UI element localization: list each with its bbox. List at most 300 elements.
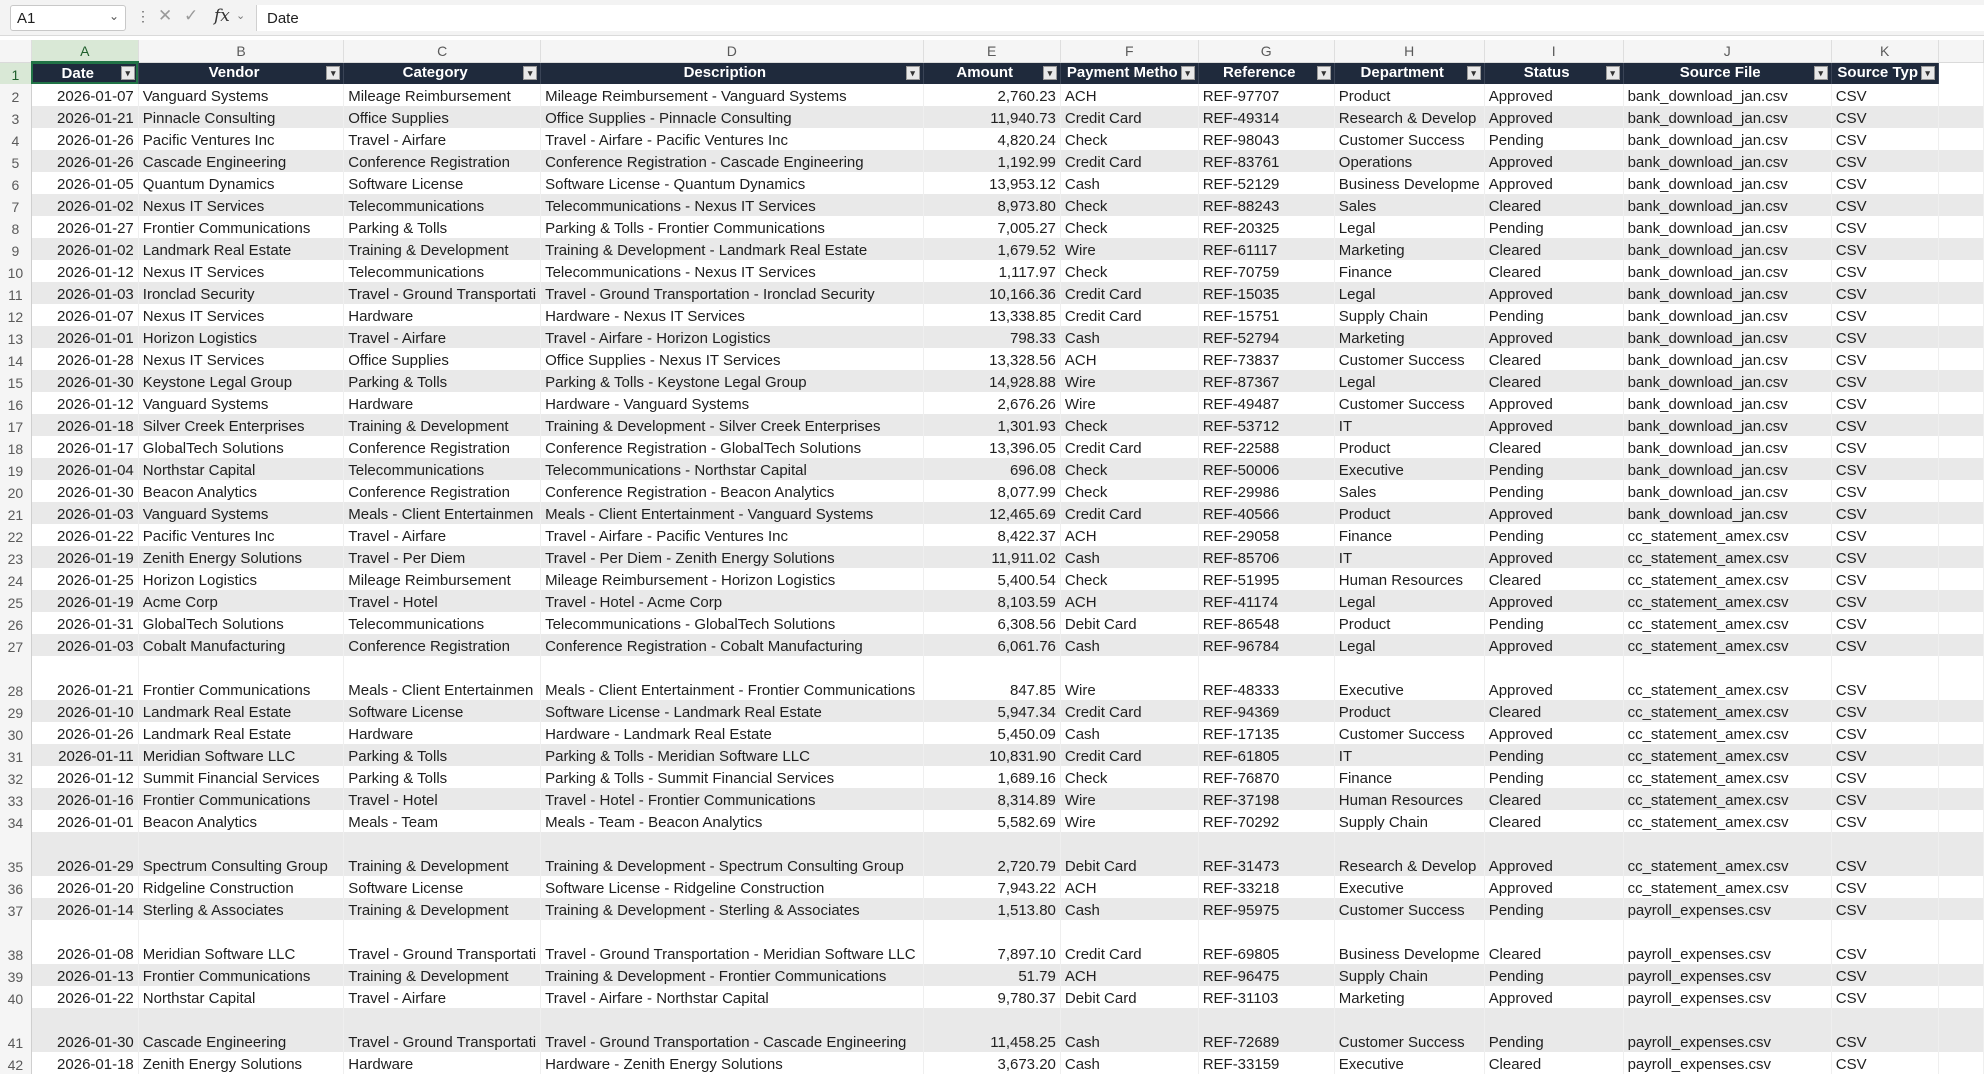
table-cell[interactable]: 8,973.80	[923, 194, 1060, 216]
row-number[interactable]: 16	[0, 392, 31, 414]
table-cell[interactable]: Meridian Software LLC	[138, 744, 343, 766]
table-cell[interactable]: Travel - Airfare	[344, 128, 541, 150]
table-cell[interactable]: 8,077.99	[923, 480, 1060, 502]
table-cell[interactable]: 5,400.54	[923, 568, 1060, 590]
table-cell[interactable]: Cleared	[1484, 436, 1623, 458]
column-header-j[interactable]: J	[1623, 40, 1831, 62]
table-cell[interactable]: payroll_expenses.csv	[1623, 964, 1831, 986]
empty-cell[interactable]	[1938, 348, 1983, 370]
table-cell[interactable]: Nexus IT Services	[138, 348, 343, 370]
table-cell[interactable]: 2,676.26	[923, 392, 1060, 414]
table-cell[interactable]: Travel - Airfare - Northstar Capital	[541, 986, 923, 1008]
table-cell[interactable]: Debit Card	[1060, 612, 1198, 634]
table-cell[interactable]: 2026-01-17	[31, 436, 138, 458]
table-cell[interactable]: Hardware - Nexus IT Services	[541, 304, 923, 326]
table-cell[interactable]: cc_statement_amex.csv	[1623, 722, 1831, 744]
table-cell[interactable]: Hardware	[344, 1052, 541, 1074]
table-cell[interactable]: bank_download_jan.csv	[1623, 370, 1831, 392]
table-cell[interactable]: Credit Card	[1060, 282, 1198, 304]
row-number[interactable]: 14	[0, 348, 31, 370]
table-cell[interactable]: Telecommunications - Nexus IT Services	[541, 194, 923, 216]
table-cell[interactable]: Nexus IT Services	[138, 304, 343, 326]
table-cell[interactable]: Landmark Real Estate	[138, 238, 343, 260]
table-cell[interactable]: Debit Card	[1060, 986, 1198, 1008]
table-cell[interactable]: 2026-01-12	[31, 766, 138, 788]
row-number[interactable]: 34	[0, 810, 31, 832]
table-cell[interactable]: Legal	[1334, 634, 1484, 656]
table-cell[interactable]: CSV	[1831, 194, 1938, 216]
header-cell[interactable]	[344, 62, 541, 84]
table-cell[interactable]: Software License - Landmark Real Estate	[541, 700, 923, 722]
table-cell[interactable]: REF-29058	[1198, 524, 1334, 546]
table-cell[interactable]: Pending	[1484, 612, 1623, 634]
table-cell[interactable]: Travel - Hotel	[344, 590, 541, 612]
empty-cell[interactable]	[1938, 920, 1983, 964]
table-cell[interactable]: Credit Card	[1060, 700, 1198, 722]
table-cell[interactable]: cc_statement_amex.csv	[1623, 634, 1831, 656]
table-cell[interactable]: cc_statement_amex.csv	[1623, 700, 1831, 722]
table-cell[interactable]: 2026-01-07	[31, 84, 138, 106]
table-cell[interactable]: ACH	[1060, 590, 1198, 612]
table-cell[interactable]: Credit Card	[1060, 920, 1198, 964]
table-cell[interactable]: REF-15035	[1198, 282, 1334, 304]
table-cell[interactable]: bank_download_jan.csv	[1623, 128, 1831, 150]
table-cell[interactable]: 2026-01-01	[31, 810, 138, 832]
table-cell[interactable]: Training & Development	[344, 414, 541, 436]
table-cell[interactable]: bank_download_jan.csv	[1623, 260, 1831, 282]
row-number[interactable]: 6	[0, 172, 31, 194]
table-cell[interactable]: 2026-01-12	[31, 260, 138, 282]
table-cell[interactable]: Software License - Quantum Dynamics	[541, 172, 923, 194]
row-number[interactable]: 27	[0, 634, 31, 656]
table-cell[interactable]: Software License	[344, 700, 541, 722]
table-cell[interactable]: 2026-01-30	[31, 480, 138, 502]
table-cell[interactable]: Software License - Ridgeline Construction	[541, 876, 923, 898]
table-cell[interactable]: Travel - Airfare	[344, 986, 541, 1008]
table-cell[interactable]: payroll_expenses.csv	[1623, 898, 1831, 920]
table-cell[interactable]: Travel - Airfare	[344, 326, 541, 348]
table-cell[interactable]: Keystone Legal Group	[138, 370, 343, 392]
column-header-d[interactable]: D	[541, 40, 923, 62]
table-cell[interactable]: REF-33218	[1198, 876, 1334, 898]
table-cell[interactable]: CSV	[1831, 480, 1938, 502]
table-cell[interactable]: 10,166.36	[923, 282, 1060, 304]
filter-dropdown-icon[interactable]: ▾	[1606, 66, 1620, 80]
table-cell[interactable]: REF-52794	[1198, 326, 1334, 348]
table-cell[interactable]: Pending	[1484, 304, 1623, 326]
row-number[interactable]: 9	[0, 238, 31, 260]
table-cell[interactable]: payroll_expenses.csv	[1623, 920, 1831, 964]
table-cell[interactable]: Training & Development - Silver Creek Enterprises	[541, 414, 923, 436]
table-cell[interactable]: REF-52129	[1198, 172, 1334, 194]
table-cell[interactable]: Wire	[1060, 656, 1198, 700]
table-cell[interactable]: Silver Creek Enterprises	[138, 414, 343, 436]
row-number[interactable]: 22	[0, 524, 31, 546]
table-cell[interactable]: 2026-01-27	[31, 216, 138, 238]
table-cell[interactable]: 6,061.76	[923, 634, 1060, 656]
table-cell[interactable]: 2026-01-10	[31, 700, 138, 722]
table-cell[interactable]: Travel - Ground Transportation - Meridian Software LLC	[541, 920, 923, 964]
table-cell[interactable]: Cash	[1060, 1008, 1198, 1052]
header-cell[interactable]	[1484, 62, 1623, 84]
table-cell[interactable]: bank_download_jan.csv	[1623, 480, 1831, 502]
table-cell[interactable]: Training & Development - Sterling & Associates	[541, 898, 923, 920]
filter-dropdown-icon[interactable]: ▾	[906, 66, 920, 80]
table-cell[interactable]: REF-61117	[1198, 238, 1334, 260]
table-cell[interactable]: Parking & Tolls	[344, 744, 541, 766]
table-cell[interactable]: Approved	[1484, 656, 1623, 700]
table-cell[interactable]: CSV	[1831, 458, 1938, 480]
table-cell[interactable]: 2026-01-29	[31, 832, 138, 876]
table-cell[interactable]: Executive	[1334, 1052, 1484, 1074]
table-cell[interactable]: Pending	[1484, 458, 1623, 480]
empty-cell[interactable]	[1938, 1052, 1983, 1074]
table-cell[interactable]: Vanguard Systems	[138, 502, 343, 524]
table-cell[interactable]: cc_statement_amex.csv	[1623, 612, 1831, 634]
table-cell[interactable]: cc_statement_amex.csv	[1623, 766, 1831, 788]
empty-cell[interactable]	[1938, 458, 1983, 480]
table-cell[interactable]: Travel - Ground Transportation - Ironclad Security	[541, 282, 923, 304]
table-cell[interactable]: IT	[1334, 744, 1484, 766]
table-cell[interactable]: Telecommunications - Northstar Capital	[541, 458, 923, 480]
table-cell[interactable]: Pending	[1484, 766, 1623, 788]
empty-cell[interactable]	[1938, 128, 1983, 150]
row-number[interactable]: 4	[0, 128, 31, 150]
table-cell[interactable]: Approved	[1484, 84, 1623, 106]
table-cell[interactable]: Pending	[1484, 524, 1623, 546]
row-number[interactable]: 8	[0, 216, 31, 238]
table-cell[interactable]: Product	[1334, 84, 1484, 106]
table-cell[interactable]: cc_statement_amex.csv	[1623, 810, 1831, 832]
table-cell[interactable]: 13,328.56	[923, 348, 1060, 370]
row-number[interactable]: 21	[0, 502, 31, 524]
empty-cell[interactable]	[1938, 744, 1983, 766]
table-cell[interactable]: 51.79	[923, 964, 1060, 986]
table-cell[interactable]: CSV	[1831, 744, 1938, 766]
table-cell[interactable]: Wire	[1060, 370, 1198, 392]
table-cell[interactable]: Business Developme	[1334, 172, 1484, 194]
table-cell[interactable]: Legal	[1334, 282, 1484, 304]
table-cell[interactable]: bank_download_jan.csv	[1623, 238, 1831, 260]
select-all-corner[interactable]	[0, 40, 31, 62]
table-cell[interactable]: 2,720.79	[923, 832, 1060, 876]
table-cell[interactable]: 1,689.16	[923, 766, 1060, 788]
table-cell[interactable]: Travel - Airfare - Horizon Logistics	[541, 326, 923, 348]
table-cell[interactable]: REF-41174	[1198, 590, 1334, 612]
table-cell[interactable]: bank_download_jan.csv	[1623, 194, 1831, 216]
column-header-f[interactable]: F	[1060, 40, 1198, 62]
row-number[interactable]: 41	[0, 1008, 31, 1052]
column-header-e[interactable]: E	[923, 40, 1060, 62]
table-cell[interactable]: Pending	[1484, 128, 1623, 150]
table-cell[interactable]: 3,673.20	[923, 1052, 1060, 1074]
table-cell[interactable]: 2026-01-26	[31, 128, 138, 150]
table-cell[interactable]: Hardware	[344, 392, 541, 414]
table-cell[interactable]: 2026-01-30	[31, 370, 138, 392]
table-cell[interactable]: Marketing	[1334, 986, 1484, 1008]
table-cell[interactable]: REF-49487	[1198, 392, 1334, 414]
column-header-g[interactable]: G	[1198, 40, 1334, 62]
table-cell[interactable]: 2026-01-12	[31, 392, 138, 414]
table-cell[interactable]: Wire	[1060, 238, 1198, 260]
table-cell[interactable]: Legal	[1334, 216, 1484, 238]
table-cell[interactable]: Hardware - Landmark Real Estate	[541, 722, 923, 744]
row-number[interactable]: 15	[0, 370, 31, 392]
table-cell[interactable]: CSV	[1831, 634, 1938, 656]
row-number[interactable]: 3	[0, 106, 31, 128]
table-cell[interactable]: Executive	[1334, 876, 1484, 898]
table-cell[interactable]: Parking & Tolls	[344, 216, 541, 238]
table-cell[interactable]: Pending	[1484, 898, 1623, 920]
table-cell[interactable]: REF-70292	[1198, 810, 1334, 832]
filter-dropdown-icon[interactable]: ▾	[121, 66, 135, 80]
empty-cell[interactable]	[1938, 370, 1983, 392]
table-cell[interactable]: Pending	[1484, 964, 1623, 986]
table-cell[interactable]: Travel - Hotel - Frontier Communications	[541, 788, 923, 810]
table-cell[interactable]: 5,582.69	[923, 810, 1060, 832]
table-cell[interactable]: Check	[1060, 766, 1198, 788]
table-cell[interactable]: Supply Chain	[1334, 964, 1484, 986]
table-cell[interactable]: Sales	[1334, 194, 1484, 216]
table-cell[interactable]: bank_download_jan.csv	[1623, 150, 1831, 172]
table-cell[interactable]: Approved	[1484, 502, 1623, 524]
table-cell[interactable]: 2026-01-11	[31, 744, 138, 766]
row-number[interactable]: 19	[0, 458, 31, 480]
table-cell[interactable]: Mileage Reimbursement	[344, 84, 541, 106]
empty-cell[interactable]	[1938, 832, 1983, 876]
table-cell[interactable]: Software License	[344, 172, 541, 194]
table-cell[interactable]: bank_download_jan.csv	[1623, 348, 1831, 370]
table-cell[interactable]: ACH	[1060, 524, 1198, 546]
table-cell[interactable]: CSV	[1831, 590, 1938, 612]
table-cell[interactable]: Human Resources	[1334, 788, 1484, 810]
table-cell[interactable]: 8,103.59	[923, 590, 1060, 612]
table-cell[interactable]: Conference Registration	[344, 634, 541, 656]
empty-cell[interactable]	[1938, 392, 1983, 414]
row-number[interactable]: 20	[0, 480, 31, 502]
table-cell[interactable]: CSV	[1831, 304, 1938, 326]
table-cell[interactable]: REF-96475	[1198, 964, 1334, 986]
table-cell[interactable]: 10,831.90	[923, 744, 1060, 766]
table-cell[interactable]: 2026-01-26	[31, 722, 138, 744]
table-cell[interactable]: Research & Develop	[1334, 106, 1484, 128]
table-cell[interactable]: Meals - Client Entertainment - Vanguard Systems	[541, 502, 923, 524]
row-number[interactable]: 42	[0, 1052, 31, 1074]
table-cell[interactable]: Cleared	[1484, 1052, 1623, 1074]
row-number[interactable]: 12	[0, 304, 31, 326]
table-cell[interactable]: CSV	[1831, 128, 1938, 150]
row-number[interactable]: 33	[0, 788, 31, 810]
table-cell[interactable]: 8,422.37	[923, 524, 1060, 546]
table-cell[interactable]: bank_download_jan.csv	[1623, 502, 1831, 524]
table-cell[interactable]: Parking & Tolls	[344, 766, 541, 788]
table-cell[interactable]: Check	[1060, 194, 1198, 216]
table-cell[interactable]: REF-50006	[1198, 458, 1334, 480]
table-cell[interactable]: REF-96784	[1198, 634, 1334, 656]
table-cell[interactable]: REF-94369	[1198, 700, 1334, 722]
table-cell[interactable]: Travel - Ground Transportati	[344, 282, 541, 304]
table-cell[interactable]: Frontier Communications	[138, 964, 343, 986]
table-cell[interactable]: Summit Financial Services	[138, 766, 343, 788]
row-number[interactable]: 1	[0, 62, 31, 84]
table-cell[interactable]: CSV	[1831, 964, 1938, 986]
table-cell[interactable]: Wire	[1060, 810, 1198, 832]
row-number[interactable]: 17	[0, 414, 31, 436]
table-cell[interactable]: Conference Registration - GlobalTech Solutions	[541, 436, 923, 458]
chevron-down-icon[interactable]: ⌄	[108, 9, 119, 23]
table-cell[interactable]: Landmark Real Estate	[138, 722, 343, 744]
table-cell[interactable]: bank_download_jan.csv	[1623, 172, 1831, 194]
table-cell[interactable]: Parking & Tolls - Meridian Software LLC	[541, 744, 923, 766]
table-cell[interactable]: payroll_expenses.csv	[1623, 986, 1831, 1008]
table-cell[interactable]: Cobalt Manufacturing	[138, 634, 343, 656]
table-cell[interactable]: Cash	[1060, 898, 1198, 920]
table-cell[interactable]: cc_statement_amex.csv	[1623, 568, 1831, 590]
table-cell[interactable]: Office Supplies	[344, 348, 541, 370]
table-cell[interactable]: CSV	[1831, 502, 1938, 524]
table-cell[interactable]: Approved	[1484, 722, 1623, 744]
table-cell[interactable]: Cleared	[1484, 788, 1623, 810]
header-cell[interactable]	[1198, 62, 1334, 84]
table-cell[interactable]: Telecommunications	[344, 458, 541, 480]
table-cell[interactable]: CSV	[1831, 898, 1938, 920]
empty-cell[interactable]	[1938, 700, 1983, 722]
row-number[interactable]: 38	[0, 920, 31, 964]
table-cell[interactable]: Northstar Capital	[138, 986, 343, 1008]
header-cell[interactable]	[541, 62, 923, 84]
table-cell[interactable]: Credit Card	[1060, 106, 1198, 128]
enter-icon[interactable]: ✓	[184, 6, 199, 25]
table-cell[interactable]: Cleared	[1484, 810, 1623, 832]
empty-cell[interactable]	[1938, 326, 1983, 348]
table-cell[interactable]: Pending	[1484, 480, 1623, 502]
table-cell[interactable]: Pinnacle Consulting	[138, 106, 343, 128]
table-cell[interactable]: Credit Card	[1060, 436, 1198, 458]
table-cell[interactable]: Vanguard Systems	[138, 84, 343, 106]
table-cell[interactable]: Travel - Ground Transportati	[344, 1008, 541, 1052]
table-cell[interactable]: 8,314.89	[923, 788, 1060, 810]
table-cell[interactable]: CSV	[1831, 986, 1938, 1008]
filter-dropdown-icon[interactable]: ▾	[1043, 66, 1057, 80]
table-cell[interactable]: Cleared	[1484, 348, 1623, 370]
table-cell[interactable]: Sales	[1334, 480, 1484, 502]
table-cell[interactable]: Approved	[1484, 414, 1623, 436]
row-number[interactable]: 5	[0, 150, 31, 172]
table-cell[interactable]: CSV	[1831, 810, 1938, 832]
table-cell[interactable]: Telecommunications	[344, 612, 541, 634]
table-cell[interactable]: REF-97707	[1198, 84, 1334, 106]
table-cell[interactable]: payroll_expenses.csv	[1623, 1052, 1831, 1074]
table-cell[interactable]: Training & Development	[344, 832, 541, 876]
row-number[interactable]: 29	[0, 700, 31, 722]
table-cell[interactable]: Wire	[1060, 788, 1198, 810]
table-cell[interactable]: Training & Development	[344, 898, 541, 920]
table-cell[interactable]: CSV	[1831, 832, 1938, 876]
table-cell[interactable]: Beacon Analytics	[138, 810, 343, 832]
table-cell[interactable]: Office Supplies - Nexus IT Services	[541, 348, 923, 370]
table-cell[interactable]: REF-22588	[1198, 436, 1334, 458]
table-cell[interactable]: Supply Chain	[1334, 810, 1484, 832]
table-cell[interactable]: Check	[1060, 216, 1198, 238]
header-cell[interactable]	[138, 62, 343, 84]
table-cell[interactable]: 2026-01-08	[31, 920, 138, 964]
table-cell[interactable]: Marketing	[1334, 238, 1484, 260]
table-cell[interactable]: Credit Card	[1060, 502, 1198, 524]
table-cell[interactable]: 13,953.12	[923, 172, 1060, 194]
table-cell[interactable]: cc_statement_amex.csv	[1623, 876, 1831, 898]
table-cell[interactable]: Executive	[1334, 656, 1484, 700]
table-cell[interactable]: REF-73837	[1198, 348, 1334, 370]
row-number[interactable]: 7	[0, 194, 31, 216]
table-cell[interactable]: Hardware	[344, 722, 541, 744]
table-cell[interactable]: 2026-01-18	[31, 414, 138, 436]
row-number[interactable]: 24	[0, 568, 31, 590]
table-cell[interactable]: 2026-01-30	[31, 1008, 138, 1052]
table-cell[interactable]: Cash	[1060, 1052, 1198, 1074]
empty-cell[interactable]	[1938, 524, 1983, 546]
table-cell[interactable]: Ironclad Security	[138, 282, 343, 304]
row-number[interactable]: 11	[0, 282, 31, 304]
empty-cell[interactable]	[1938, 106, 1983, 128]
empty-cell[interactable]	[1938, 766, 1983, 788]
empty-cell[interactable]	[1938, 216, 1983, 238]
table-cell[interactable]: Conference Registration	[344, 480, 541, 502]
row-number[interactable]: 35	[0, 832, 31, 876]
table-cell[interactable]: Travel - Hotel - Acme Corp	[541, 590, 923, 612]
empty-cell[interactable]	[1938, 502, 1983, 524]
table-cell[interactable]: Horizon Logistics	[138, 326, 343, 348]
table-cell[interactable]: REF-61805	[1198, 744, 1334, 766]
table-cell[interactable]: REF-85706	[1198, 546, 1334, 568]
table-cell[interactable]: cc_statement_amex.csv	[1623, 590, 1831, 612]
table-cell[interactable]: 1,513.80	[923, 898, 1060, 920]
empty-cell[interactable]	[1938, 172, 1983, 194]
table-cell[interactable]: Cascade Engineering	[138, 150, 343, 172]
filter-dropdown-icon[interactable]: ▾	[523, 66, 537, 80]
table-cell[interactable]: Training & Development - Spectrum Consulting Group	[541, 832, 923, 876]
column-header-h[interactable]: H	[1334, 40, 1484, 62]
table-cell[interactable]: bank_download_jan.csv	[1623, 414, 1831, 436]
table-cell[interactable]: Legal	[1334, 370, 1484, 392]
table-cell[interactable]: REF-95975	[1198, 898, 1334, 920]
table-cell[interactable]: REF-29986	[1198, 480, 1334, 502]
table-cell[interactable]: GlobalTech Solutions	[138, 612, 343, 634]
table-cell[interactable]: Travel - Airfare - Pacific Ventures Inc	[541, 128, 923, 150]
table-cell[interactable]: 4,820.24	[923, 128, 1060, 150]
table-cell[interactable]: bank_download_jan.csv	[1623, 106, 1831, 128]
table-cell[interactable]: REF-53712	[1198, 414, 1334, 436]
header-cell[interactable]	[1831, 62, 1938, 84]
table-cell[interactable]: Cascade Engineering	[138, 1008, 343, 1052]
table-cell[interactable]: Meridian Software LLC	[138, 920, 343, 964]
table-cell[interactable]: Pacific Ventures Inc	[138, 128, 343, 150]
table-cell[interactable]: REF-20325	[1198, 216, 1334, 238]
table-cell[interactable]: 2026-01-03	[31, 502, 138, 524]
table-cell[interactable]: Office Supplies	[344, 106, 541, 128]
table-cell[interactable]: Telecommunications	[344, 260, 541, 282]
empty-cell[interactable]	[1938, 414, 1983, 436]
table-cell[interactable]: Meals - Client Entertainmen	[344, 656, 541, 700]
empty-cell[interactable]	[1938, 282, 1983, 304]
table-cell[interactable]: Mileage Reimbursement	[344, 568, 541, 590]
table-cell[interactable]: Cleared	[1484, 370, 1623, 392]
table-cell[interactable]: Nexus IT Services	[138, 194, 343, 216]
table-cell[interactable]: bank_download_jan.csv	[1623, 326, 1831, 348]
table-cell[interactable]: REF-31473	[1198, 832, 1334, 876]
table-cell[interactable]: 2026-01-03	[31, 634, 138, 656]
table-cell[interactable]: ACH	[1060, 84, 1198, 106]
table-cell[interactable]: Product	[1334, 436, 1484, 458]
